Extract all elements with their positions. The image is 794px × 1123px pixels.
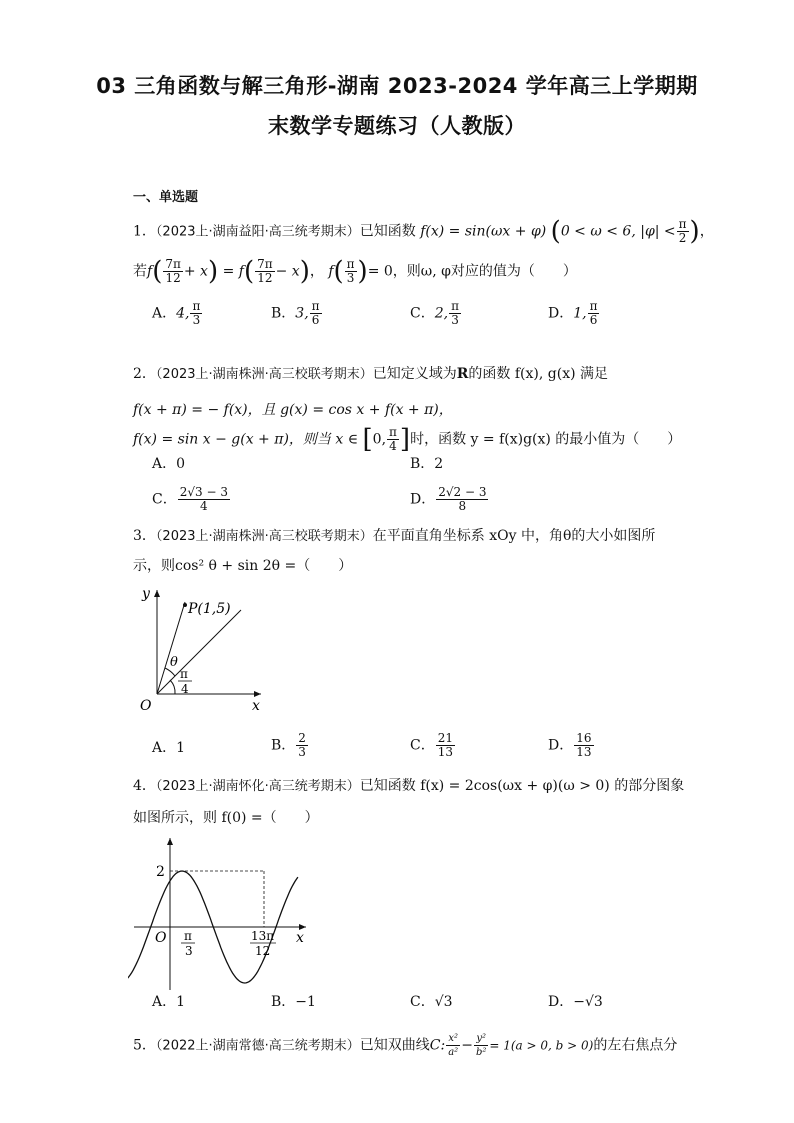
q1-option-c: C．2, $\frac{\pi}{3}$ <box>410 299 459 327</box>
q4-x-label: x <box>296 930 304 946</box>
q3-x-arrow-icon <box>254 691 261 697</box>
q1-option-b: B．3, $\frac{\pi}{6}$ <box>271 299 320 327</box>
question-5-line-1: 5．（2022上·湖南常德·高三统考期末）已知双曲线C: $\frac{\text{x²}}{\text{a²}}$ − $\frac{\text{y²}}{\text{b²}}$ = 1(a > 0, b > 0)的左右焦点分 <box>133 1033 678 1058</box>
question-2-line-2: f(x + π) = − f(x)，且 g(x) = cos x + f(x + π)， <box>133 402 453 418</box>
q3-pi4-arc <box>170 680 175 694</box>
q3-point-p <box>183 603 187 607</box>
q2-option-a: A．0 <box>152 456 186 472</box>
page-title-line-1: 03 三角函数与解三角形-湖南 2023-2024 学年高三上学期期 <box>96 74 698 98</box>
question-1-line-1: 1．（2023上·湖南益阳·高三统考期末）已知函数 f(x) = sin(ωx + φ) (0 < ω < 6, |φ| < $\frac{\pi}{2}$ )， <box>133 216 714 247</box>
q4-option-c: C．√3 <box>410 994 453 1010</box>
q3-option-d: D． $\frac{16}{13}$ <box>548 731 592 759</box>
q4-13pi-label: 13π <box>251 929 275 943</box>
q4-cosine-graph <box>128 834 313 994</box>
page-title-line-2: 末数学专题练习（人教版） <box>268 114 526 138</box>
q3-p-label: P(1,5) <box>188 601 231 617</box>
section-heading: 一、单选题 <box>133 190 199 205</box>
q4-two-label: 2 <box>156 864 165 880</box>
question-4-line-1: 4．（2023上·湖南怀化·高三统考期末）已知函数 f(x) = 2cos(ωx + φ)(ω > 0) 的部分图象 <box>133 778 685 794</box>
question-3-line-1: 3．（2023上·湖南株洲·高三校联考期末）在平面直角坐标系 xOy 中，角θ的大小如图所 <box>133 528 656 544</box>
q4-y-arrow-icon <box>167 838 173 845</box>
q2-option-c: C． $\frac{2√3 - 3}{4}$ <box>152 485 228 513</box>
question-1-line-2: 若f( $\frac{7\pi}{12}$ + x) = f( $\frac{7\pi}{12}$ − x)， f( $\frac{\pi}{3}$ )= 0，则ω, φ对应的值为（ ） <box>133 256 577 287</box>
q1-option-d: D．1, $\frac{\pi}{6}$ <box>548 299 598 327</box>
question-2-line-3: f(x) = sin x − g(x + π)，则当 x ∈ [0, $\frac{\pi}{4}$ ]时，函数 y = f(x)g(x) 的最小值为（ ） <box>133 424 682 455</box>
q3-x-label: x <box>252 698 260 714</box>
q3-option-a: A．1 <box>152 740 186 756</box>
q3-theta-label: θ <box>170 655 178 670</box>
q4-option-b: B．−1 <box>271 994 316 1010</box>
q3-pi-label: π <box>180 667 188 681</box>
q4-twelve-label: 12 <box>255 944 271 958</box>
q4-origin-label: O <box>155 930 167 946</box>
question-3-line-2: 示，则cos² θ + sin 2θ =（ ） <box>133 558 353 574</box>
q3-option-c: C． $\frac{21}{13}$ <box>410 731 453 759</box>
q2-option-b: B．2 <box>410 456 444 472</box>
q3-y-label: y <box>142 586 150 602</box>
q3-four-label: 4 <box>181 682 189 696</box>
q3-y-arrow-icon <box>154 590 160 597</box>
q2-option-d: D． $\frac{2√2 - 3}{8}$ <box>410 485 487 513</box>
question-2-line-1: 2．（2023上·湖南株洲·高三校联考期末）已知定义域为R的函数 f(x), g(x) 满足 <box>133 366 609 382</box>
q3-origin-label: O <box>140 698 152 714</box>
q4-option-d: D．−√3 <box>548 994 603 1010</box>
q1-option-a: A．4, $\frac{\pi}{3}$ <box>152 299 201 327</box>
question-4-line-2: 如图所示，则 f(0) =（ ） <box>133 810 319 826</box>
q4-option-a: A．1 <box>152 994 186 1010</box>
q4-three-label: 3 <box>185 944 193 958</box>
q4-pi-label: π <box>184 929 192 943</box>
q3-option-b: B． $\frac{2}{3}$ <box>271 731 306 759</box>
q3-angle-figure <box>128 580 268 715</box>
